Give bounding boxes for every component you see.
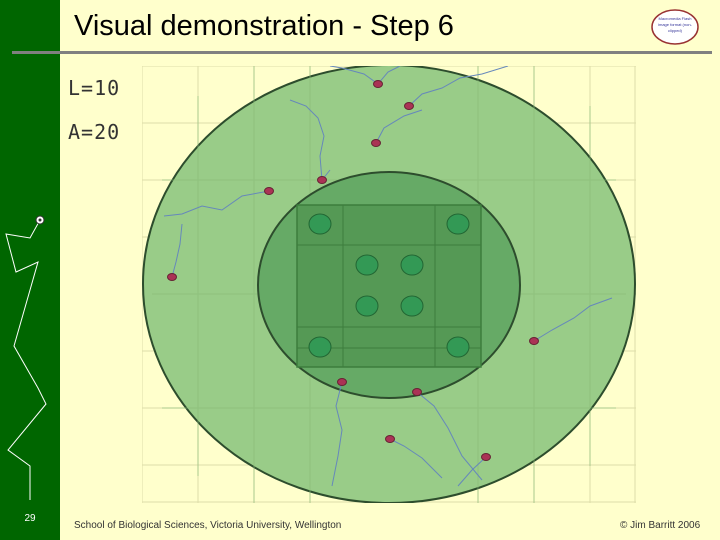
footer-copyright: © Jim Barritt 2006 — [620, 520, 701, 531]
resource-dot — [309, 337, 331, 357]
animal-dot — [338, 379, 347, 386]
animal-dot — [374, 81, 383, 88]
animal-dot — [265, 188, 274, 195]
animal-dot — [405, 103, 414, 110]
resource-dot — [447, 214, 469, 234]
resource-dot — [401, 255, 423, 275]
logo-icon — [650, 8, 700, 46]
resource-dot — [309, 214, 331, 234]
slide-number: 29 — [24, 513, 36, 524]
resource-dot — [356, 255, 378, 275]
animal-dot — [482, 454, 491, 461]
resource-dot — [401, 296, 423, 316]
title-divider — [12, 51, 712, 54]
resource-dot — [356, 296, 378, 316]
animal-dot — [386, 436, 395, 443]
animal-dot — [413, 389, 422, 396]
footer-institution: School of Biological Sciences, Victoria University, Wellington — [74, 520, 342, 531]
walker-icon — [0, 0, 60, 540]
animal-dot — [168, 274, 177, 281]
animal-dot — [372, 140, 381, 147]
param-l-label: L=10 — [68, 76, 121, 100]
sidebar — [0, 0, 60, 540]
landscape-diagram — [142, 66, 636, 503]
animal-dot — [530, 338, 539, 345]
param-a-label: A=20 — [68, 120, 121, 144]
animal-dot — [318, 177, 327, 184]
slide-title: Visual demonstration - Step 6 — [74, 10, 454, 42]
resource-dot — [447, 337, 469, 357]
logo-text: Macromedia Flash image format (non-clipped) — [658, 16, 692, 33]
